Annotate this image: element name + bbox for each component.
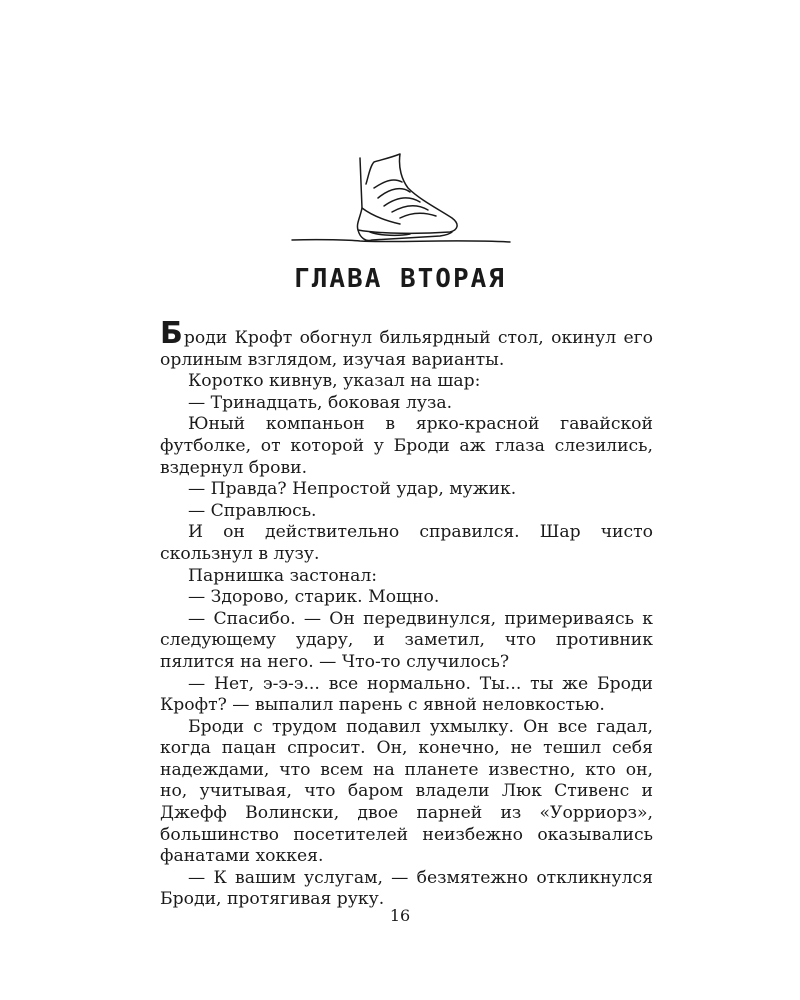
paragraph: — Спасибо. — Он передвинулся, примериваясь к следующему удару, и заметил, что противник пялится на него. — Что-то случилось? (160, 608, 653, 672)
first-paragraph (160, 316, 653, 371)
paragraph: — Тринадцать, боковая луза. (188, 392, 453, 413)
page-number: 16 (389, 906, 411, 925)
paragraph: — Здорово, старик. Мощно. (188, 587, 440, 608)
ice-skate-icon (290, 148, 512, 248)
paragraph: — Нет, э-э-э... все нормально. Ты... ты же Броди Крофт? — выпалил парень с явной неловкостью. (160, 673, 653, 716)
paragraph: — К вашим услугам, — безмятежно откликнулся Броди, протягивая руку. (160, 867, 653, 910)
chapter-text (160, 316, 653, 911)
paragraph: Коротко кивнув, указал на шар: (188, 371, 481, 392)
paragraph: — Правда? Непростой удар, мужик. (188, 479, 517, 500)
paragraph: Юный компаньон в ярко-красной гавайской футболке, от которой у Броди аж глаза слезились, вздернул брови. (160, 414, 653, 478)
first-paragraph-text: роди Крофт обогнул бильярдный стол, окинул его орлиным взглядом, изучая варианты. (160, 328, 653, 370)
paragraph: И он действительно справился. Шар чисто скользнул в лузу. (160, 522, 653, 564)
paragraph: — Справлюсь. (188, 500, 317, 521)
paragraph: Парнишка застонал: (188, 565, 378, 586)
chapter-title: ГЛАВА ВТОРАЯ (294, 264, 506, 294)
paragraph: Броди с трудом подавил ухмылку. Он все гадал, когда пацан спросит. Он, конечно, не тешил себя надеждами, что всем на планете известно, кто он, но, учитывая, что баром владели Люк Стивенс и Джефф Волински, двое парней из «Уорриорз», большинство посетителей неизбежно оказывались фанатами хоккея. (160, 716, 653, 867)
drop-cap: Б (160, 316, 183, 351)
